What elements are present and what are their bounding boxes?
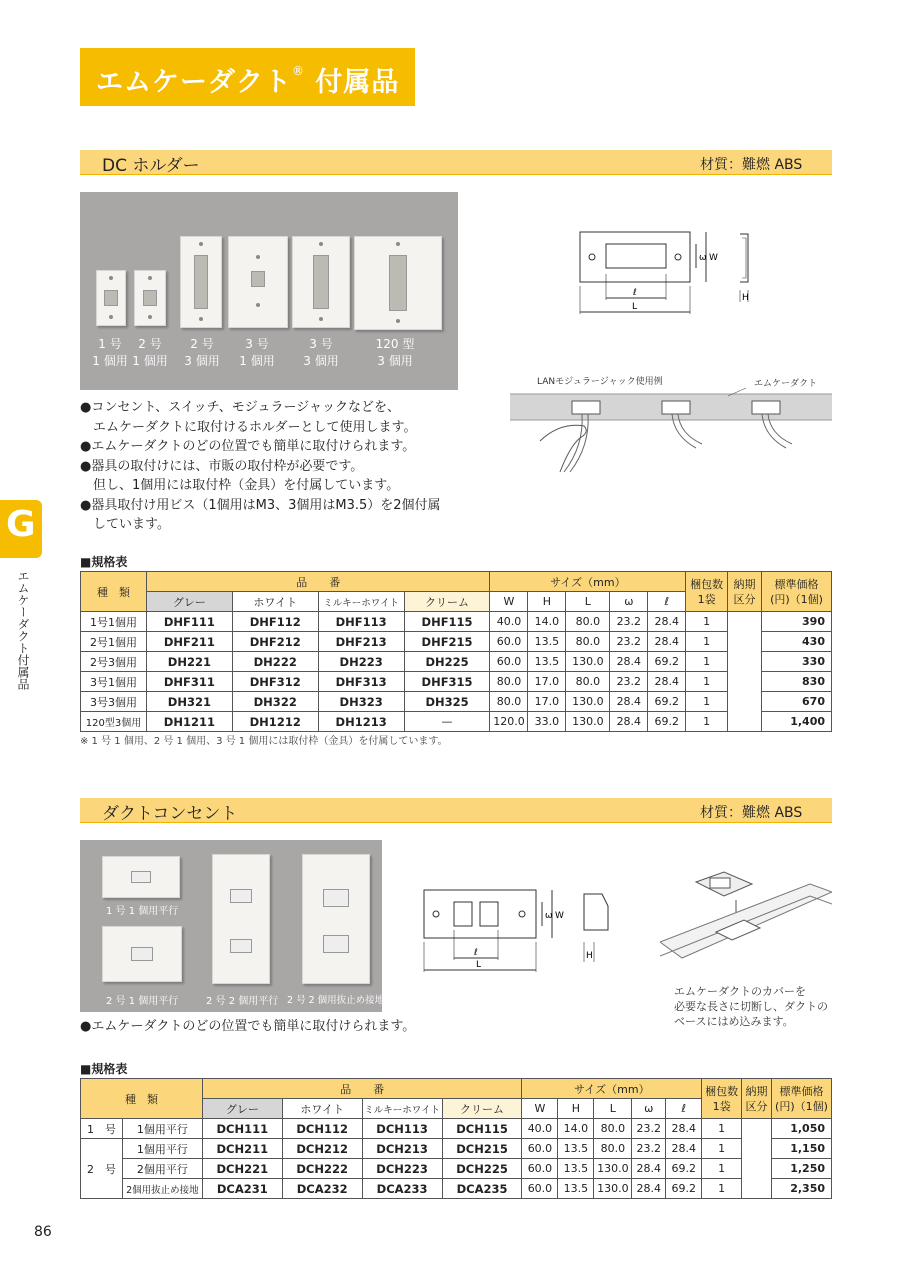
dim-ell: ℓ bbox=[633, 288, 637, 298]
dim-w: W bbox=[555, 911, 564, 921]
col-price: 標準価格 (円)（1個) bbox=[771, 1079, 831, 1119]
photo-label: 3 号 1 個用 bbox=[239, 337, 275, 368]
col-type: 種 類 bbox=[81, 572, 147, 612]
feature-line: ●エムケーダクトのどの位置でも簡単に取付けられます。 bbox=[80, 439, 416, 454]
col-dim: H bbox=[528, 592, 566, 612]
dc-holder-photo bbox=[80, 192, 458, 390]
table-row: 2 号 1個用平行 DCH211 DCH212 DCH213 DCH215 60.0 13.5 80.0 23.2 28.4 1 1,150 bbox=[81, 1139, 832, 1159]
dim-omega: ω bbox=[545, 911, 553, 921]
col-dim: H bbox=[558, 1099, 594, 1119]
duct-outlet-dimension-diagram bbox=[416, 878, 616, 978]
feature-line: 但し、1個用には取付枠（金具）を付属しています。 bbox=[80, 478, 400, 493]
spec-label-duct-outlet: ■規格表 bbox=[80, 1062, 128, 1076]
table-row: 3号1個用 DHF311 DHF312 DHF313 DHF315 80.0 17.0 80.0 23.2 28.4 1 830 bbox=[81, 672, 832, 692]
dc-holder-features bbox=[80, 398, 441, 535]
col-dim: L bbox=[594, 1099, 632, 1119]
material-duct-outlet: 材質：難燃 ABS bbox=[700, 805, 803, 821]
dc-holder-spec-table bbox=[80, 571, 832, 732]
col-color: ミルキーホワイト bbox=[362, 1099, 442, 1119]
holder-plate-1-1 bbox=[96, 270, 126, 326]
table-row: 3号3個用 DH321 DH322 DH323 DH325 80.0 17.0 130.0 28.4 69.2 1 670 bbox=[81, 692, 832, 712]
col-lead: 納期 区分 bbox=[728, 572, 762, 612]
feature-line: しています。 bbox=[80, 517, 170, 532]
holder-plate-2-1 bbox=[134, 270, 166, 326]
dim-l: L bbox=[476, 960, 482, 970]
col-size: サイズ（mm） bbox=[522, 1079, 702, 1099]
table-row: 120型3個用 DH1211 DH1212 DH1213 — 120.0 33.0 130.0 28.4 69.2 1 1,400 bbox=[81, 712, 832, 732]
lead-cell bbox=[742, 1119, 772, 1199]
holder-plate-2-3 bbox=[180, 236, 222, 328]
col-color: ホワイト bbox=[282, 1099, 362, 1119]
dim-l: L bbox=[632, 302, 638, 312]
col-color: ホワイト bbox=[232, 592, 318, 612]
col-dim: W bbox=[522, 1099, 558, 1119]
dim-ell: ℓ bbox=[474, 948, 478, 958]
duct-outlet-feature: ●エムケーダクトのどの位置でも簡単に取付けられます。 bbox=[80, 1019, 416, 1034]
outlet-plate-2-2-lock bbox=[302, 854, 370, 984]
col-part-number: 品 番 bbox=[146, 572, 490, 592]
col-color: クリーム bbox=[404, 592, 490, 612]
photo-label: 1 号 1 個用平行 bbox=[106, 906, 179, 917]
dc-holder-dimension-diagram bbox=[570, 220, 770, 320]
feature-line: エムケーダクトに取付けるホルダーとして使用します。 bbox=[80, 419, 417, 435]
photo-label: 2 号 2 個用平行 bbox=[206, 996, 279, 1007]
section-title-duct-outlet: ダクトコンセント bbox=[102, 804, 238, 824]
lan-usage-illustration bbox=[510, 386, 832, 476]
feature-line: ●コンセント、スイッチ、モジュラージャックなどを、 bbox=[80, 400, 400, 415]
lan-example-label: LANモジュラージャック使用例 bbox=[537, 377, 663, 387]
col-dim: ℓ bbox=[648, 592, 686, 612]
dim-h: H bbox=[586, 951, 593, 961]
page-number: 86 bbox=[34, 1224, 52, 1240]
col-dim: ω bbox=[632, 1099, 666, 1119]
page-title: エムケーダクト® 付属品 bbox=[96, 64, 400, 98]
table-row: 2号3個用 DH221 DH222 DH223 DH225 60.0 13.5 130.0 28.4 69.2 1 330 bbox=[81, 652, 832, 672]
feature-line: ●器具の取付けには、市販の取付枠が必要です。 bbox=[80, 458, 364, 474]
dim-omega: ω bbox=[699, 253, 707, 263]
outlet-plate-2-1 bbox=[102, 926, 182, 982]
duct-label: エムケーダクト bbox=[754, 379, 818, 389]
install-caption: エムケーダクトのカバーを 必要な長さに切断し、ダクトの ベースにはめ込みます。 bbox=[674, 985, 828, 1028]
holder-plate-3-1 bbox=[228, 236, 288, 328]
photo-label: 3 号 3 個用 bbox=[303, 337, 339, 368]
col-pack: 梱包数 1袋 bbox=[686, 572, 728, 612]
col-dim: W bbox=[490, 592, 528, 612]
photo-label: 2 号 1 個用 bbox=[132, 337, 168, 368]
col-color: クリーム bbox=[442, 1099, 522, 1119]
spec-label-dc-holder: ■規格表 bbox=[80, 555, 128, 569]
table-row: 1号1個用 DHF111 DHF112 DHF113 DHF115 40.0 14.0 80.0 23.2 28.4 1 390 bbox=[81, 612, 832, 632]
col-dim: ℓ bbox=[666, 1099, 702, 1119]
side-tab-label: エムケーダクト付属品 bbox=[16, 570, 30, 690]
col-dim: ω bbox=[610, 592, 648, 612]
dim-h: H bbox=[742, 293, 749, 303]
col-type: 種 類 bbox=[81, 1079, 203, 1119]
table-row: 1 号 1個用平行 DCH111 DCH112 DCH113 DCH115 40.0 14.0 80.0 23.2 28.4 1 1,050 bbox=[81, 1119, 832, 1139]
outlet-plate-2-2 bbox=[212, 854, 270, 984]
duct-outlet-spec-table bbox=[80, 1078, 832, 1199]
photo-label: 2 号 2 個用抜止め接地 bbox=[287, 995, 385, 1006]
holder-plate-3-3 bbox=[292, 236, 350, 328]
table-row: 2個用抜止め接地 DCA231 DCA232 DCA233 DCA235 60.0 13.5 130.0 28.4 69.2 1 2,350 bbox=[81, 1179, 832, 1199]
table-note: ※ 1 号 1 個用、2 号 1 個用、3 号 1 個用には取付枠（金具）を付属しています。 bbox=[80, 736, 448, 747]
material-dc-holder: 材質：難燃 ABS bbox=[700, 157, 803, 173]
lead-cell bbox=[728, 612, 762, 732]
feature-line: ●器具取付け用ビス（1個用はM3、3個用はM3.5）を2個付属 bbox=[80, 497, 441, 513]
col-size: サイズ（mm） bbox=[490, 572, 686, 592]
duct-outlet-photo bbox=[80, 840, 385, 1012]
photo-label: 1 号 1 個用 bbox=[92, 337, 128, 368]
table-row: 2号1個用 DHF211 DHF212 DHF213 DHF215 60.0 13.5 80.0 23.2 28.4 1 430 bbox=[81, 632, 832, 652]
col-lead: 納期 区分 bbox=[742, 1079, 772, 1119]
side-tab-letter: G bbox=[6, 504, 36, 545]
col-pack: 梱包数 1袋 bbox=[702, 1079, 742, 1119]
dim-w: W bbox=[709, 253, 718, 263]
col-dim: L bbox=[566, 592, 610, 612]
holder-plate-120 bbox=[354, 236, 442, 330]
col-part-number: 品 番 bbox=[202, 1079, 522, 1099]
table-row: 2個用平行 DCH221 DCH222 DCH223 DCH225 60.0 13.5 130.0 28.4 69.2 1 1,250 bbox=[81, 1159, 832, 1179]
photo-label: 120 型 3 個用 bbox=[375, 337, 415, 368]
photo-label: 2 号 3 個用 bbox=[184, 337, 220, 368]
section-title-dc-holder: DC ホルダー bbox=[102, 156, 200, 176]
install-illustration bbox=[660, 862, 832, 978]
col-color: グレー bbox=[146, 592, 232, 612]
col-price: 標準価格 (円)（1個) bbox=[762, 572, 832, 612]
photo-label: 2 号 1 個用平行 bbox=[106, 996, 179, 1007]
col-color: ミルキーホワイト bbox=[318, 592, 404, 612]
col-color: グレー bbox=[202, 1099, 282, 1119]
outlet-plate-1-1 bbox=[102, 856, 180, 898]
